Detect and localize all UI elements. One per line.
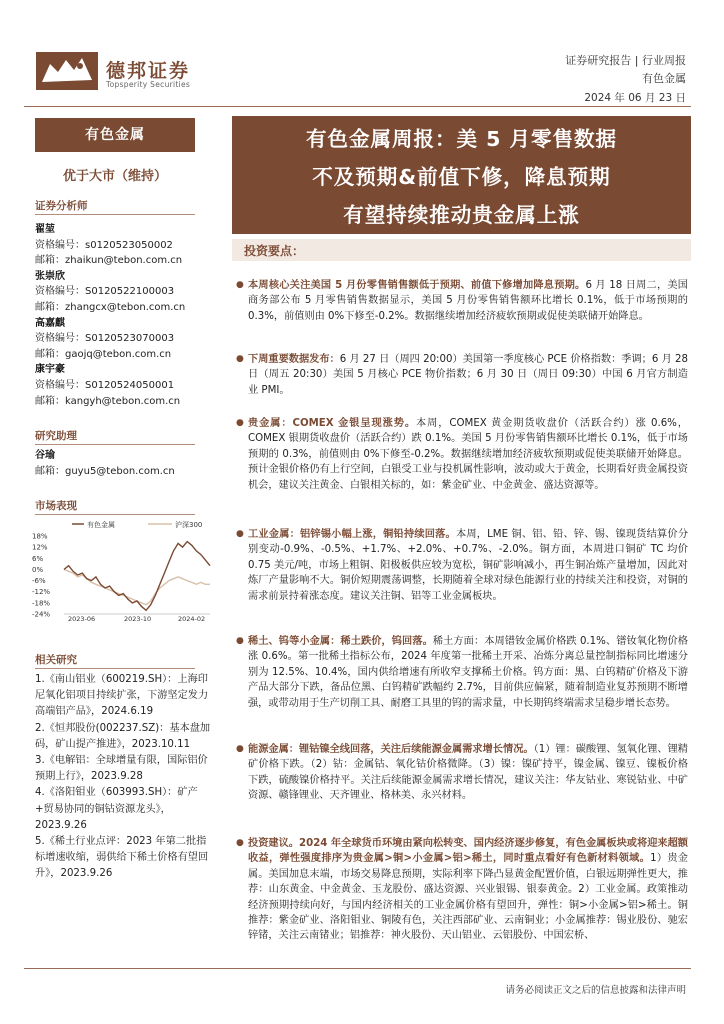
bullet-icon: ● <box>236 280 244 290</box>
key-point-body: 本周，COMEX 黄金期货收盘价（活跃合约）涨 0.6%，COMEX 银期货收盘价（活跃合约）跌 0.1%。美国 5 月份零售销售额环比增长 0.1%，低于市场预期的 0.3%，前值则由 0%下修至-0.2%。数据继续增加经济疲软预期或促使美联储开始降息。预计金银价格仍有上行空间，白银受工业与投机属性影响，波动或大于黄金，长期看好贵金属投资机会，建议关注黄金、白银相关标的，如：紫金矿业、中金黄金、盛达资源等。 <box>248 418 688 491</box>
analysts-title: 证券分析师 <box>35 200 88 212</box>
y-tick-label: 6% <box>32 554 44 563</box>
market-title: 市场表现 <box>35 500 77 512</box>
footer-divider <box>24 968 691 969</box>
related-item[interactable]: 3.《电解铝：全球增量有限，国际铝价预期上行》，2023.9.28 <box>35 755 208 783</box>
analyst-cert: 资格编号：S0120522100003 <box>35 286 175 298</box>
analyst-email[interactable]: 邮箱：zhangcx@tebon.com.cn <box>35 301 186 313</box>
related-item[interactable]: 2.《恒邦股份(002237.SZ)：基本盘加码，矿山提产推进》，2023.10.11 <box>35 722 211 750</box>
key-point <box>236 352 688 398</box>
key-point-head: 工业金属：铝锌锡小幅上涨，铜铅持续回落。 <box>248 529 456 540</box>
assistant-name: 谷瑜 <box>35 450 55 461</box>
key-point <box>236 416 688 493</box>
key-point-head: 稀土、钨等小金属：稀土跌价，钨回落。 <box>248 636 433 647</box>
x-axis <box>64 614 210 622</box>
report-title <box>232 116 691 234</box>
key-point-head: 能源金属：锂钴镍全线回落，关注后续能源金属需求增长情况。 <box>248 744 534 755</box>
related-item[interactable]: 5.《稀土行业点评：2023 年第二批指标增速收缩，弱供给下稀土价格有望回升》，2023.9.26 <box>35 836 209 880</box>
legend-label-index: 沪深300 <box>175 521 203 529</box>
assistant-email[interactable]: 邮箱：guyu5@tebon.com.cn <box>35 465 175 477</box>
footer-disclaimer[interactable]: 请务必阅读正文之后的信息披露和法律声明 <box>505 985 686 996</box>
y-tick-label: -6% <box>32 577 46 586</box>
header-sector: 有色金属 <box>642 72 686 85</box>
key-points-label: 投资要点： <box>244 244 305 258</box>
y-tick-label: -24% <box>32 610 51 619</box>
key-point-body: 本周，LME 铜、铝、铅、锌、锡、镍现货结算价分别变动-0.9%、-0.5%、+1.7%、+2.0%、+0.7%、-2.0%。铜方面，本周进口铜矿 TC 均价 0.75 美元/吨，市场上粗铜、阳极板供应较为宽松，铜矿影响减小，再生铜冶炼产量增加，因此对炼厂产量影响不大。铜价短期震荡调整，长期随着全球对绿色能源行业的持续关注和投资，对铜的需求前景持着涨态度。建议关注铜、铝等工业金属板块。 <box>248 529 689 602</box>
related-rule <box>35 668 195 669</box>
plot-lines <box>64 542 210 611</box>
bullet-icon: ● <box>236 636 244 646</box>
logo-name: 德邦证券 <box>106 60 191 82</box>
market-chart <box>30 514 215 622</box>
analyst-cert: 资格编号：S0120524050001 <box>35 379 175 391</box>
analyst-email[interactable]: 邮箱：gaojq@tebon.com.cn <box>35 348 172 360</box>
report-date: 2024 年 06 月 23 日 <box>584 92 686 104</box>
y-axis <box>32 533 50 619</box>
header-divider <box>24 106 691 107</box>
key-point-body: 稀土方面：本周镨钕金属价格跌 0.1%、镨钕氧化物价格涨 0.6%。第一批稀土指标公布，2024 年度第一批稀土开采、冶炼分离总量控制指标同比增速分别为 12.5%、10.4%，国内供给增速有所收窄支撑稀土价格。钨方面：黑、白钨精矿价格及下游产品大部分下跌，备品位黑、白钨精矿跌幅约 2.7%，目前供应偏紧，随着制造业复苏预期不断增强，或带动用于生产切削工具、耐磨工具里的钨的需求量，中长期钨终端需求呈稳步增长态势。 <box>248 636 688 709</box>
assistant-rule <box>35 444 195 445</box>
key-point-body: 1）贵金属。美国加息末端，市场交易降息预期，实际利率下降凸显黄金配置价值，白银远期弹性更大，推荐：山东黄金、中金黄金、玉龙股份、盛达资源、兴业银锡、银泰黄金。2）工业金属。政策推动经济预期持续向好，与国内经济相关的工业金属价格有望回升，弹性：铜>小金属>铝>稀土。铜推荐：紫金矿业、洛阳钼业、铜陵有色，关注西部矿业、云南铜业；小金属推荐：锡业股份、驰宏锌锗，关注云南锗业；铝推荐：神火股份、天山铝业、云铝股份、中国宏桥、 <box>248 853 688 942</box>
title-line: 不及预期&前值下修，降息预期 <box>312 165 611 189</box>
y-tick-label: 12% <box>32 543 48 552</box>
key-point-body: 6 月 18 日周二，美国商务部公布 5 月零售销售数据显示，美国 5 月份零售销售额环比增长 0.1%，低于市场预期的 0.3%，前值则由 0%下修至-0.2%。数据继续增加经济疲软预期或促使美联储开始降息。 <box>248 280 688 322</box>
key-point-head: 投资建议。2024 年全球货币环境由紧向松转变、国内经济逐步修复，有色金属板块或将迎来超额收益，弹性强度排序为贵金属>铜>小金属>铝>稀土，同时重点看好有色新材料领域。 <box>248 838 688 865</box>
title-line: 有色金属周报：美 5 月零售数据 <box>305 127 618 151</box>
related-title: 相关研究 <box>35 654 77 666</box>
series-line <box>64 569 210 604</box>
series-line <box>64 542 210 611</box>
y-tick-label: 0% <box>32 565 44 574</box>
x-tick-label: 2023-06 <box>68 615 96 622</box>
related-list <box>35 672 213 883</box>
analyst-name: 康宇豪 <box>35 364 65 376</box>
bullet-icon: ● <box>236 838 244 848</box>
analyst-name: 张崇欣 <box>35 270 65 282</box>
key-point-body: 6 月 27 日（周四 20:00）美国第一季度核心 PCE 价格指数：季调；6 月 28 日（周五 20:30）美国 5 月核心 PCE 物价指数；6 月 30 日（周日 09:30）中国 6 月官方制造业 PMI。 <box>248 354 688 396</box>
bullet-icon: ● <box>236 354 244 364</box>
report-type: 证券研究报告 | 行业周报 <box>565 54 686 67</box>
key-point-head: 下周重要数据发布： <box>248 354 340 365</box>
title-line: 有望持续推动贵金属上涨 <box>343 203 580 227</box>
bullet-icon: ● <box>236 529 244 539</box>
legend-label-sector: 有色金属 <box>87 521 115 529</box>
x-tick-label: 2023-10 <box>124 615 152 622</box>
analyst-cert: 资格编号：s0120523050002 <box>35 239 173 251</box>
y-tick-label: -12% <box>32 588 51 597</box>
analyst-cert: 资格编号：S0120523070003 <box>35 333 175 345</box>
key-point <box>236 836 688 944</box>
y-tick-label: -18% <box>32 599 51 608</box>
analyst-list <box>35 222 210 409</box>
key-point <box>236 527 689 604</box>
key-point-body: （1）锂：碳酸锂、氢氧化锂、锂精矿价格下跌。（2）钴：金属钴、氧化钴价格微降。（3）镍：镍矿持平，镍金属、镍豆、镍板价格下跌，硫酸镍价格持平。关注后续能源金属需求增长情况，建议关注：华友钴业、寒锐钴业、中矿资源、赣锋锂业、天齐锂业、格林美、永兴材料。 <box>248 744 688 802</box>
assistant-block <box>35 448 210 479</box>
key-point-head: 本周核心关注美国 5 月份零售销售额低于预期、前值下修增加降息预期。 <box>248 280 586 291</box>
x-tick-label: 2024-02 <box>178 615 206 622</box>
logo-english: Topsperity Securities <box>106 80 191 89</box>
logo-bull-icon <box>36 52 98 90</box>
related-item[interactable]: 4.《洛阳钼业（603993.SH）：矿产+贸易协同的铜钴资源龙头》，2023.9.26 <box>35 787 198 831</box>
y-tick-label: 18% <box>32 532 48 541</box>
sector-box: 有色金属 <box>35 118 195 152</box>
key-point <box>236 634 688 711</box>
bullet-icon: ● <box>236 744 244 754</box>
analysts-rule <box>35 214 195 215</box>
analyst-name: 高嘉麒 <box>35 317 65 329</box>
assistant-title: 研究助理 <box>35 430 77 442</box>
key-point <box>236 278 688 324</box>
rating: 优于大市（维持） <box>62 169 167 184</box>
analyst-name: 翟堃 <box>35 224 55 235</box>
key-point-head: 贵金属：COMEX 金银呈现涨势。 <box>248 418 417 429</box>
bullet-icon: ● <box>236 418 244 428</box>
related-item[interactable]: 1.《南山铝业（600219.SH）：上海印尼氧化铝项目持续扩张，下游坚定发力高端铝产品》，2024.6.19 <box>35 674 209 718</box>
key-point <box>236 742 688 804</box>
chart-legend <box>72 520 202 529</box>
analyst-email[interactable]: 邮箱：kangyh@tebon.com.cn <box>35 395 181 407</box>
analyst-email[interactable]: 邮箱：zhaikun@tebon.com.cn <box>35 255 183 267</box>
